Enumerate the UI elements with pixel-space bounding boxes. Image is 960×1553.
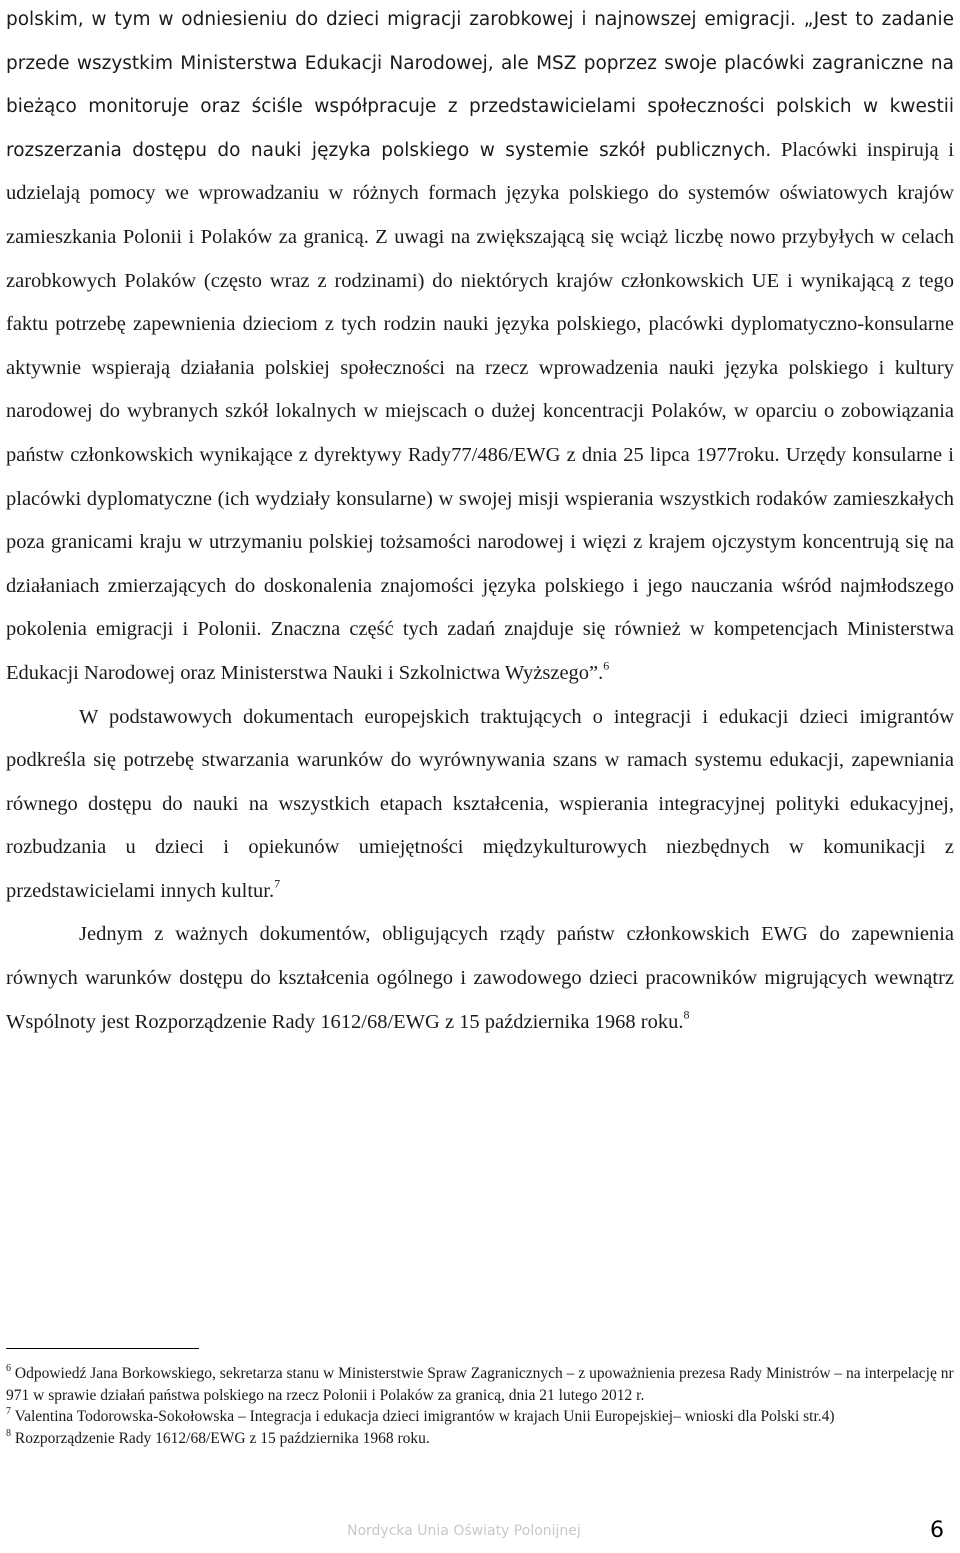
body-text <box>6 0 954 1044</box>
footnote-number: 6 <box>6 1363 11 1374</box>
footnote-text: Valentina Todorowska-Sokołowska – Integracja i edukacja dzieci imigrantów w krajach Unii Europejskiej– wnioski dla Polski str.4) <box>14 1408 835 1425</box>
paragraph-2 <box>6 696 954 914</box>
footnote-6 <box>6 1363 954 1406</box>
footnote-ref-8[interactable]: 8 <box>683 1007 690 1022</box>
paragraph-2-text: W podstawowych dokumentach europejskich traktujących o integracji i edukacji dzieci imigrantów podkreśla się potrzebę stwarzania warunków do wyrównywania szans w ramach systemu edukacji, zapewniania równego dostępu do nauki na wszystkich etapach kształcenia, wspierania integracyjnej polityki edukacyjnej, rozbudzania u dzieci i opiekunów umiejętności międzykulturowych niezbędnych w komunikacji z przedstawicielami innych kultur. <box>6 705 954 902</box>
footnote-text: Rozporządzenie Rady 1612/68/EWG z 15 października 1968 roku. <box>14 1429 430 1447</box>
footnote-number: 7 <box>6 1406 11 1417</box>
page-number: 6 <box>930 1518 944 1543</box>
paragraph-1-serif-part: Placówki inspirują i udzielają pomocy we wprowadzaniu w różnych formach języka polskiego do systemów oświatowych krajów zamieszkania Polonii i Polaków za granicą. Z uwagi na zwiększającą się wciąż liczbę nowo przybyłych w celach zarobkowych Polaków (często wraz z rodzinami) do niektórych krajów członkowskich UE i wynikającą z tego faktu potrzebę zapewnienia dzieciom z tych rodzin nauki języka polskiego, placówki dyplomatyczno-konsularne aktywnie wspierają działania polskiej społeczności na rzecz wprowadzenia nauki języka polskiego i kultury narodowej do wybranych szkół lokalnych w miejscach o dużej koncentracji Polaków, w oparciu o zobowiązania państw członkowskich wynikające z dyrektywy Rady77/486/EWG z dnia 25 lipca 1977roku. Urzędy konsularne i placówki dyplomatyczne (ich wydziały konsularne) w swojej misji wspierania wszystkich rodaków zamieszkałych poza granicami kraju w utrzymaniu polskiej tożsamości narodowej i więzi z krajem ojczystym koncentrują się na działaniach zmierzających do doskonalenia znajomości języka polskiego i jego nauczania wśród najmłodszego pokolenia emigracji i Polonii. Znaczna część tych zadań znajduje się również w kompetencjach Ministerstwa Edukacji Narodowej oraz Ministerstwa Nauki i Szkolnictwa Wyższego”. <box>6 138 954 684</box>
footnote-8 <box>6 1428 954 1450</box>
paragraph-1 <box>6 0 954 696</box>
footnote-ref-6[interactable]: 6 <box>603 658 610 673</box>
paragraph-3-text: Jednym z ważnych dokumentów, obligujących rządy państw członkowskich EWG do zapewnienia równych warunków dostępu do kształcenia ogólnego i zawodowego dzieci pracowników migrujących wewnątrz Wspólnoty jest Rozporządzenie Rady 1612/68/EWG z 15 października 1968 roku. <box>6 923 954 1033</box>
footnote-ref-7[interactable]: 7 <box>274 876 281 891</box>
page-footer <box>0 1518 960 1548</box>
paragraph-1-sans-part: polskim, w tym w odniesieniu do dzieci migracji zarobkowej i najnowszej emigracji. „Jest to zadanie przede wszystkim Ministerstwa Edukacji Narodowej, ale MSZ poprzez swoje placówki zagraniczne na bieżąco monitoruje oraz ściśle współpracuje z przedstawicielami społeczności polskich w kwestii rozszerzania dostępu do nauki języka polskiego w systemie szkół publicznych. <box>6 9 954 161</box>
footnote-7 <box>6 1406 954 1428</box>
footnotes <box>6 1363 954 1449</box>
footer-title: Nordycka Unia Oświaty Polonijnej <box>347 1523 581 1539</box>
footnote-text: Odpowiedź Jana Borkowskiego, sekretarza stanu w Ministerstwie Spraw Zagranicznych – z upoważnienia prezesa Rady Ministrów – na interpelację nr 971 w sprawie działań państwa polskiego na rzecz Polonii i Polaków za granicą, dnia 21 lutego 2012 r. <box>6 1365 954 1404</box>
footnote-number: 8 <box>6 1427 11 1439</box>
paragraph-3 <box>6 913 954 1044</box>
footnote-separator <box>6 1348 199 1349</box>
